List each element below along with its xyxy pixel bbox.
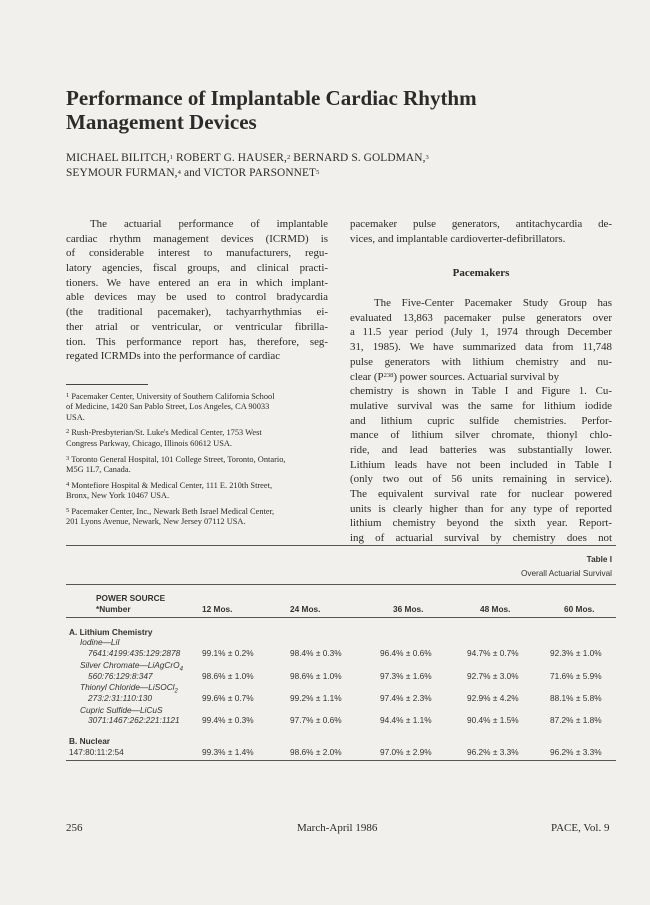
survival-value: 90.4% ± 1.5% [467,715,519,725]
intro-paragraph-continued [350,217,612,246]
body-line: and lithium cupric sulfide chemistries. Perfor- [350,414,612,427]
footnote-first-line [66,392,328,402]
survival-value: 97.0% ± 2.9% [380,747,432,757]
pacemakers-paragraph [350,296,612,546]
footnote-line: 201 Lyons Avenue, Newark, New Jersey 07112 USA. [66,517,246,527]
table-label: Table I [586,555,612,564]
body-line: The Five-Center Pacemaker Study Group has [374,297,612,310]
survival-value: 71.6% ± 5.9% [550,671,602,681]
footnote-number: 1 [66,392,70,399]
unit-count: 147:80:11:2:54 [69,747,124,757]
body-line: ride, and lead batteries was substantially lower. [350,443,612,456]
body-line: 31, 1985). We have summarized data from 11,748 [350,341,612,354]
survival-value: 96.4% ± 0.6% [380,648,432,658]
author-list [66,151,606,181]
intro-paragraph [66,217,328,364]
body-line: evaluated 13,863 pacemaker pulse generators over [350,311,612,324]
authors-line-1: MICHAEL BILITCH,$^1$ ROBERT G. HAUSER,$^2$ BERNARD S. GOLDMAN,$^3$ [66,152,429,164]
footnote-line: M5G 1L7, Canada. [66,464,131,474]
footnote-text: Pacemaker Center, University of Southern California School [71,392,275,401]
body-line: The actuarial performance of implantable [90,218,328,230]
footnote-first-line [66,481,328,491]
footnote-text: Pacemaker Center, Inc., Newark Beth Israel Medical Center, [71,507,275,517]
power-source-name: Iodine—LiI [80,637,120,647]
unit-count: 560:76:129:8:347 [88,671,153,681]
footnote-number: 3 [66,454,70,462]
footnote-first-line [66,455,328,465]
body-line: lithium chemistry beyond the sixth year. Report- [350,517,612,530]
survival-value: 99.1% ± 0.2% [202,648,254,658]
column-header: 24 Mos. [290,604,321,614]
body-line: clear $(P^{238})$ power sources. Actuarial survival by [350,370,560,383]
power-source-name: Cupric Sulfide—LiCuS [80,705,163,715]
issue-date: March-April 1986 [297,822,378,834]
survival-value: 92.7% ± 3.0% [467,671,519,681]
power-source-name: Silver Chromate—LiAgCrO [80,660,180,670]
survival-value: 96.2% ± 3.3% [467,747,519,757]
survival-value: 98.6% ± 1.0% [290,671,342,681]
survival-value: 99.2% ± 1.1% [290,693,342,703]
body-line: mulative survival was the same for lithium iodide [350,399,612,412]
title-line-1: Performance of Implantable Cardiac Rhythm [66,86,477,110]
body-line: ing of actuarial survival by chemistry does not [350,532,612,545]
body-line: vices, and implantable cardioverter-defibrillators. [350,232,566,245]
survival-value: 88.1% ± 5.8% [550,693,602,703]
body-line: pulse generators with lithium chemistry and nu- [350,355,612,368]
unit-count: 3071:1467:262:221:1121 [88,715,180,725]
survival-value: 99.3% ± 1.4% [202,747,254,757]
footnote-line: Congress Parkway, Chicago, Illinois 60612 USA. [66,438,233,448]
footnotes [66,392,328,533]
footnote [66,428,328,449]
survival-value: 98.4% ± 0.3% [290,648,342,658]
footnote-number: 4 [66,480,70,488]
page-number: 256 [66,822,83,834]
body-line: ther atrial or ventricular, or ventricular fibrilla- [66,320,328,333]
body-line: tion. This performance report has, therefore, seg- [66,335,328,348]
unit-count: 273:2:31:110:130 [88,693,152,703]
survival-value: 97.3% ± 1.6% [380,671,432,681]
intro-column [66,217,328,364]
table-caption: Overall Actuarial Survival [520,569,612,578]
survival-value: 97.4% ± 2.3% [380,693,432,703]
survival-value: 97.7% ± 0.6% [290,715,342,725]
column-header: 48 Mos. [480,604,511,614]
column-header-power-source: POWER SOURCE [96,593,166,603]
chemical-subscript: 4 [179,666,183,673]
footnote-line: Bronx, New York 10467 USA. [66,491,170,501]
journal-volume: PACE, Vol. 9 [551,822,610,834]
column-header: 12 Mos. [202,604,233,614]
column-header: 36 Mos. [393,604,424,614]
article-title [66,86,586,134]
body-line: pacemaker pulse generators, antitachycardia de- [350,218,612,230]
footnote-text: Toronto General Hospital, 101 College Street, Toronto, Ontario, [71,454,286,464]
body-line: units is clearly higher than for any type of reported [350,502,612,515]
survival-value: 99.4% ± 0.3% [202,715,254,725]
footnote-line: of Medicine, 1420 San Pablo Street, Los Angeles, CA 90033 [66,402,270,412]
survival-value: 94.7% ± 0.7% [467,648,519,658]
footnote-divider [66,384,148,385]
body-line: of considerable interest to manufacturers, regu- [66,247,328,260]
body-line: latory agencies, fiscal groups, and clinical practi- [66,262,328,275]
body-line: (only two out of 56 units remaining in service). [350,473,612,486]
survival-value: 92.3% ± 1.0% [550,648,602,658]
footnote-first-line [66,507,328,517]
title-line-2: Management Devices [66,110,257,134]
body-line: (the traditional pacemaker), tachyarrhythmias ei- [66,306,328,319]
footnote [66,481,328,502]
body-line: cardiac rhythm management devices (ICRMD) is [66,232,328,245]
unit-count: 7641:4199:435:129:2878 [88,648,181,658]
chemical-subscript: 2 [174,688,178,695]
footnote-text: Montefiore Hospital & Medical Center, 111 E. 210th Street, [71,480,273,490]
footnote [66,455,328,476]
footnote-number: 5 [66,507,70,515]
survival-value: 92.9% ± 4.2% [467,693,519,703]
footnote-line: USA. [66,412,85,422]
section-label-lithium: A. Lithium Chemistry [69,627,153,637]
survival-table-body [66,617,616,757]
body-line: chemistry is shown in Table I and Figure 1. Cu- [350,385,612,398]
body-line: The equivalent survival rate for nuclear powered [350,488,612,501]
column-header: 60 Mos. [564,604,595,614]
body-line: able devices may be used to control bradycardia [66,291,328,304]
footnote [66,392,328,423]
body-line: mance of lithium silver chromate, thionyl chlo- [350,429,612,442]
body-line: Lithium leads have not been included in Table I [350,458,612,471]
table-bottom-rule [66,760,616,761]
body-line: a 11.5 year period (July 1, 1974 through December [350,326,612,339]
right-column [350,217,612,546]
power-source-type [80,705,163,715]
survival-value: 94.4% ± 1.1% [380,715,432,725]
column-header-number: *Number [96,604,131,614]
body-line: regated ICRMDs into the performance of cardiac [66,350,281,363]
survival-value: 87.2% ± 1.8% [550,715,602,725]
footnote-number: 2 [66,428,70,436]
survival-value: 99.6% ± 0.7% [202,693,254,703]
section-label-nuclear: B. Nuclear [69,736,111,746]
survival-value: 98.6% ± 2.0% [290,747,342,757]
power-source-name: Thionyl Chloride—LiSOCl [80,682,175,692]
footnote [66,507,328,528]
survival-value: 96.2% ± 3.3% [550,747,602,757]
footnote-first-line [66,428,328,438]
table-top-rule [66,545,616,546]
footnote-text: Rush-Presbyterian/St. Luke's Medical Center, 1753 West [71,428,262,438]
survival-value: 98.6% ± 1.0% [202,671,254,681]
body-line: tioners. We have entered an era in which implant- [66,276,328,289]
power-source-type [80,637,120,647]
section-heading-pacemakers: Pacemakers [452,267,510,280]
authors-line-2: SEYMOUR FURMAN,$^4$ and VICTOR PARSONNET$^5$ [66,167,320,179]
